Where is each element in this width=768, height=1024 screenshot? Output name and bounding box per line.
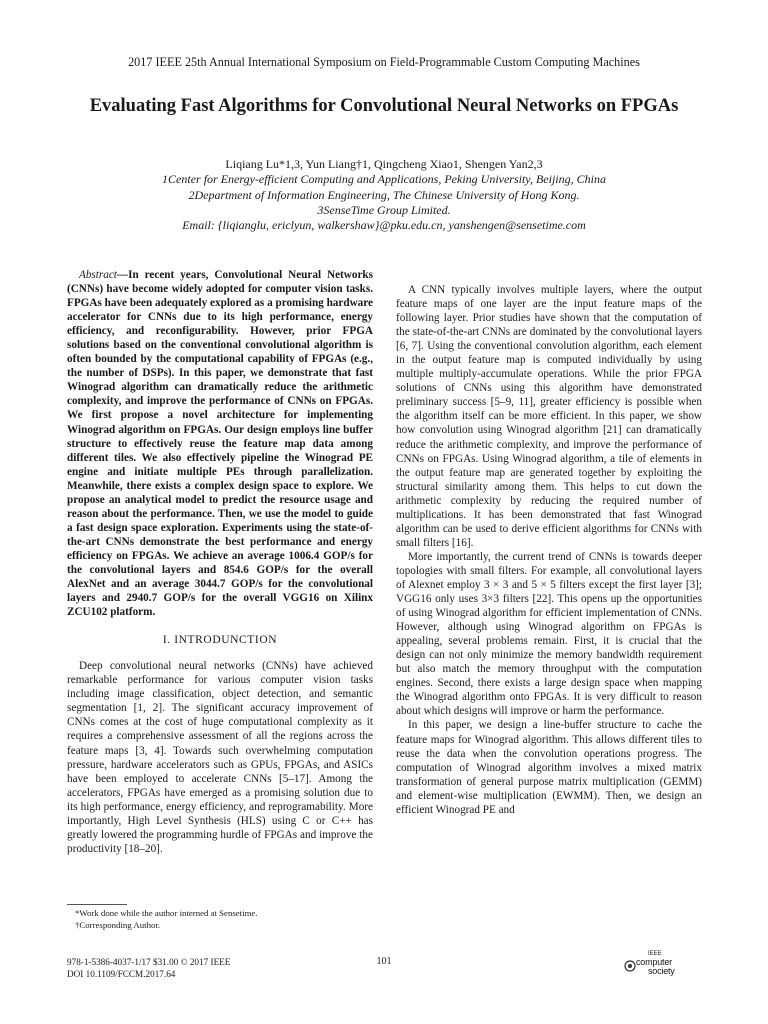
left-column bbox=[67, 268, 373, 856]
logo-ieee-text: IEEE bbox=[648, 951, 662, 957]
affiliation-2: 2Department of Information Engineering, The Chinese University of Hong Kong. bbox=[188, 187, 580, 202]
right-column bbox=[396, 283, 702, 817]
footnote-2: †Corresponding Author. bbox=[75, 919, 161, 930]
abstract-text: —In recent years, Convolutional Neural Networks (CNNs) have become widely adopted for computer vision tasks. FPGAs have been adequately explored as a promising hardware accelerator for CNNs due to its high performance, energy efficiency, and reconfigurability. However, prior FPGA solutions based on the conventional convolutional algorithm is often bounded by the computational capability of FPGAs (e.g., the number of DSPs). In this paper, we demonstrate that fast Winograd algorithm can dramatically reduce the arithmetic complexity, and improve the performance of CNNs on FPGAs. We first propose a novel architecture for implementing Winograd algorithm on FPGAs. Our design employs line buffer structure to effectively reuse the feature map data among different tiles. We also effectively pipeline the Winograd PE engine and initiate multiple PEs through parallelization. Meanwhile, there exists a complex design space to explore. We propose an analytical model to predict the resource usage and reason about the performance. Then, we use the model to guide a fast design space exploration. Experiments using the state-of-the-art CNNs demonstrate the best performance and energy efficiency on FPGAs. We achieve an average 1006.4 GOP/s for the convolutional layers and 854.6 GOP/s for the overall AlexNet and an average 3044.7 GOP/s for the convolutional layers and 2940.7 GOP/s for the overall VGG16 on Xilinx ZCU102 platform. bbox=[67, 269, 373, 619]
logo-line-1: computer bbox=[636, 957, 672, 967]
ieee-computer-society-logo bbox=[624, 953, 694, 981]
footnotes bbox=[67, 904, 373, 931]
intro-paragraph: Deep convolutional neural networks (CNNs) have achieved remarkable performance for various computer vision tasks including image classification, object detection, and semantic segmentation [1, 2]. The significant accuracy improvement of CNNs comes at the cost of huge computational complexity as it requires a comprehensive assessment of all the regions across the feature maps [3, 4]. Towards such overwhelming computation pressure, hardware accelerators such as GPUs, FPGAs, and ASICs have been employed to accelerate CNNs [5–17]. Among the accelerators, FPGAs have emerged as a promising solution due to its high performance, energy efficiency, and reprogramability. More importantly, High Level Synthesis (HLS) using C or C++ has greatly lowered the programming hurdle of FPGAs and improve the productivity [18–20]. bbox=[67, 660, 373, 855]
footnote-rule bbox=[67, 904, 127, 905]
ieee-cs-logo-icon bbox=[624, 960, 636, 972]
author-block bbox=[0, 157, 768, 233]
body-paragraph-2: More importantly, the current trend of CNNs is towards deeper topologies with small filters. For example, all convolutional layers of Alexnet employ 3 × 3 and 5 × 5 filters except the first layer [3]; VGG16 only uses 3×3 filters [22]. This opens up the opportunities of using Winograd algorithm for efficient implementation of CNNs. However, although using Winograd algorithm on FPGAs is appealing, several problems remain. First, it is crucial that the design can not only minimize the memory bandwidth requirement but also match the memory throughput with the computation engines. Second, there exists a large design space when mapping the Winograd algorithm onto FPGAs. It is very difficult to reason about which designs will improve or harm the performance. bbox=[396, 550, 702, 718]
isbn-line: 978-1-5386-4037-1/17 $31.00 © 2017 IEEE bbox=[67, 957, 231, 967]
page-number: 101 bbox=[376, 956, 392, 967]
section-heading-introduction: I. INTRODUNCTION bbox=[162, 634, 278, 647]
author-email: Email: {liqianglu, ericlyun, walkershaw}@pku.edu.cn, yanshengen@sensetime.com bbox=[182, 218, 586, 233]
affiliation-3: 3SenseTime Group Limited. bbox=[317, 202, 451, 217]
affiliation-1: 1Center for Energy-efficient Computing and Applications, Peking University, Beijing, China bbox=[162, 172, 606, 187]
body-paragraph-3: In this paper, we design a line-buffer structure to cache the feature maps for Winograd algorithm. This allows different tiles to reuse the data when the convolution operations progress. The computation of Winograd algorithm involves a mixed matrix transformation of general purpose matrix multiplication (GEMM) and element-wise multiplication (EWMM). Then, we design an efficient Winograd PE and bbox=[396, 719, 702, 816]
abstract-label: Abstract bbox=[79, 269, 117, 281]
logo-line-2: society bbox=[648, 966, 675, 976]
conference-header: 2017 IEEE 25th Annual International Symposium on Field-Programmable Custom Computing Machines bbox=[128, 55, 640, 69]
footnote-1: *Work done while the author interned at Sensetime. bbox=[75, 908, 258, 918]
body-paragraph-1: A CNN typically involves multiple layers, where the output feature maps of one layer are the input feature maps of the following layer. Prior studies have shown that the computation of the state-of-the-art CNNs are dominated by the convolutional layers [6, 7]. Using the conventional convolution algorithm, each element in the output feature map is computed individually by using multiple multiply-accumulate operations. While the prior FPGA solutions of CNNs using this algorithm have demonstrated preliminary success [5–9, 11], greater efficiency is possible when the algorithm itself can be more efficient. In this paper, we show how convolution using Winograd algorithm [21] can dramatically reduce the arithmetic complexity, and improve the performance of CNNs on FPGAs. Using Winograd algorithm, a tile of elements in the output feature map are generated together by exploiting the structural similarity among them. This helps to cut down the arithmetic complexity by reducing the required number of multiplications. It has been demonstrated that fast Winograd algorithm can be used to derive efficient algorithms for CNNs with small filters [16]. bbox=[396, 284, 702, 549]
abstract bbox=[67, 268, 373, 619]
author-names: Liqiang Lu*1,3, Yun Liang†1, Qingcheng Xiao1, Shengen Yan2,3 bbox=[225, 157, 543, 171]
doi-line: DOI 10.1109/FCCM.2017.64 bbox=[67, 969, 176, 979]
paper-title: Evaluating Fast Algorithms for Convolutional Neural Networks on FPGAs bbox=[89, 96, 679, 116]
